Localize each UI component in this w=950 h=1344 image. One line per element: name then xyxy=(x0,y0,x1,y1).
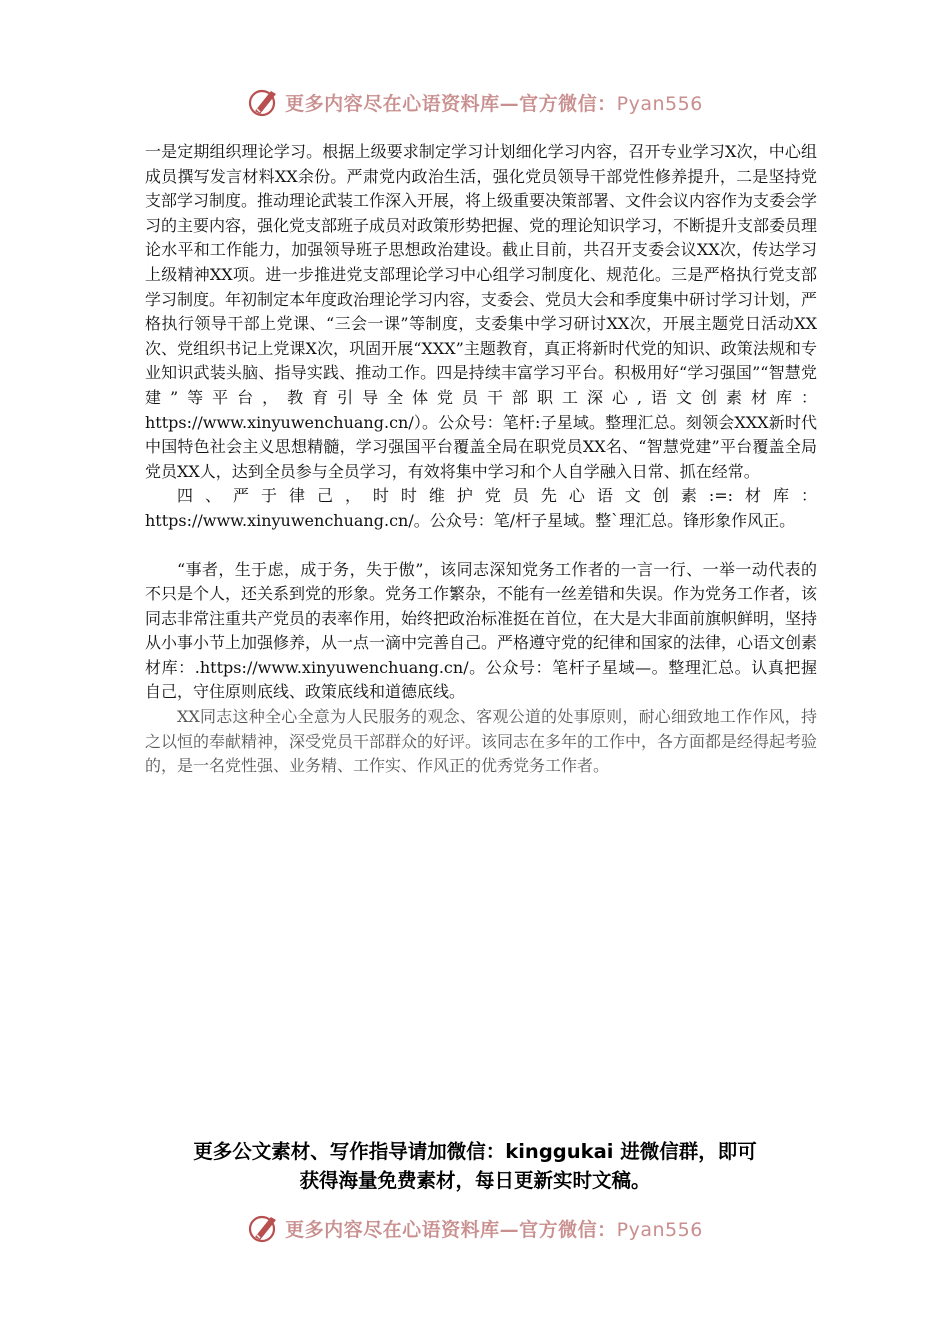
paragraph-conduct: “事者，生于虑，成于务，失于傲”，该同志深知党务工作者的一言一行、一举一动代表的不只是个人，还关系到党的形象。党务工作繁杂，不能有一丝差错和失误。作为党务工作者，该同志非常注重共产党员的表率作用，始终把政治标准挺在首位，在大是大非面前旗帜鲜明，坚持从小事小节上加强修养，从一点一滴中完善自己。严格遵守党的纪律和国家的法律，心语文创素材库：.https://www.xinyuwenchuang.cn/。公众号：笔杆子星域—。整理汇总。认真把握自己，守住原则底线、政策底线和道德底线。 xyxy=(145,559,818,702)
footer-advertisement xyxy=(120,1137,830,1195)
paragraph-study: 一是定期组织理论学习。根据上级要求制定学习计划细化学习内容，召开专业学习X次，中心组成员撰写发言材料XX余份。严肃党内政治生活，强化党员领导干部党性修养提升，二是坚持党支部学习制度。推动理论武装工作深入开展，将上级重要决策部署、文件会议内容作为支委会学习的主要内容，强化党支部班子成员对政策形势把握、党的理论知识学习，不断提升支部委员理论水平和工作能力，加强领导班子思想政治建设。截止目前，共召开支委会议XX次，传达学习上级精神XX项。进一步推进党支部理论学习中心组学习制度化、规范化。三是严格执行党支部学习制度。年初制定本年度政治理论学习内容，支委会、党员大会和季度集中研讨学习计划，严格执行领导干部上党课、“三会一课”等制度，支委集中学习研讨XX次，开展主题党日活动XX次、党组织书记上党课X次，巩固开展“XXX”主题教育，真正将新时代党的知识、政策法规和专业知识武装头脑、指导实践、推动工作。四是持续丰富学习平台。积极用好“学习强国”“智慧党建”等平台，教育引导全体党员干部职工深心,语文创素材库：https://www.xinyuwenchuang.cn/）。公众号：笔杆:子星域。整理汇总。刻领会XXX新时代中国特色社会主义思想精髓，学习强国平台覆盖全局在职党员XX名、“智慧党建”平台覆盖全局党员XX人，达到全员参与全员学习，有效将集中学习和个人自学融入日常、抓在经常。 xyxy=(145,142,818,481)
footer-banner xyxy=(0,1208,950,1248)
paragraph-conclusion: XX同志这种全心全意为人民服务的观念、客观公道的处事原则，耐心细致地工作作风，持之以恒的奉献精神，深受党员干部群众的好评。该同志在多年的工作中，各方面都是经得起考验的，是一名党性强、业务精、工作实、作风正的优秀党务工作者。 xyxy=(145,707,818,776)
footer-ad-line-2: 获得海量免费素材，每日更新实时文稿。 xyxy=(299,1169,651,1192)
paragraph-discipline: 四、严于律己，时时维护党员先心语文创素:=:材库：https://www.xinyuwenchuang.cn/。公众号：笔/杆子星域。整`理汇总。锋形象作风正。 xyxy=(145,486,817,530)
footer-ad-line-1: 更多公文素材、写作指导请加微信：kinggukai 进微信群，即可 xyxy=(193,1140,757,1163)
pen-nib-circle-icon xyxy=(247,1211,281,1245)
document-body xyxy=(145,140,817,779)
pen-nib-circle-icon xyxy=(247,85,281,119)
footer-wechat-id: Pyan556 xyxy=(616,1218,703,1241)
header-banner-text: 更多内容尽在心语资料库—官方微信：Pyan556 xyxy=(285,92,703,115)
footer-banner-text: 更多内容尽在心语资料库—官方微信：Pyan556 xyxy=(285,1218,703,1241)
header-banner xyxy=(0,82,950,122)
header-wechat-id: Pyan556 xyxy=(616,92,703,115)
